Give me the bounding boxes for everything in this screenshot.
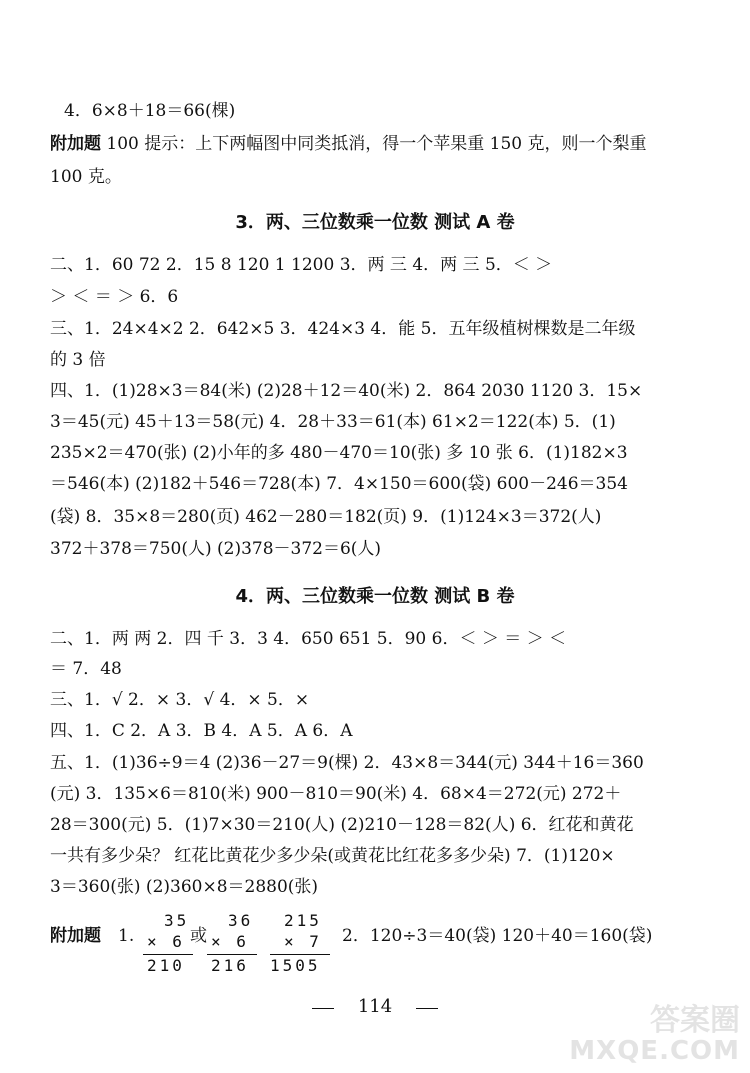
answer-line: 4．6×8＋18＝66(棵) <box>64 101 236 121</box>
answer-line: ＞ ＜ ＝ ＞ 6．6 <box>50 287 179 307</box>
bonus-q2: 2．120÷3＝40(袋) 120＋40＝160(袋) <box>342 926 653 946</box>
product: 1505 <box>270 956 321 975</box>
answer-line: 3＝45(元) 45＋13＝58(元) 4．28＋33＝61(本) 61×2＝122(本) 5．(1) <box>50 412 616 432</box>
answer-line: 三、1．√ 2．× 3．√ 4．× 5．× <box>50 690 310 710</box>
product: 210 <box>147 956 185 975</box>
bonus-q1-number: 1. <box>118 926 135 946</box>
answer-line: ＝ 7．48 <box>50 659 122 679</box>
multiplicand: 36 <box>228 911 254 930</box>
section-title-b: 4．两、三位数乘一位数 测试 B 卷 <box>235 586 515 607</box>
product: 216 <box>211 956 249 975</box>
watermark <box>569 1005 740 1065</box>
multiplicand: 35 <box>164 911 190 930</box>
answer-line: 四、1．(1)28×3＝84(米) (2)28＋12＝40(米) 2．864 2030 1120 3．15× <box>50 381 643 401</box>
answer-line: (袋) 8．35×8＝280(页) 462－280＝182(页) 9．(1)124×3＝372(人) <box>50 507 602 527</box>
page-number-dash <box>416 1008 438 1009</box>
or-text: 或 <box>190 926 207 946</box>
answer-line: ＝546(本) (2)182＋546＝728(本) 7．4×150＝600(袋) 600－246＝354 <box>50 474 628 494</box>
page-number: 114 <box>357 996 393 1017</box>
bonus-text: 100 提示：上下两幅图中同类抵消，得一个苹果重 150 克，则一个梨重 <box>101 134 647 154</box>
bonus-label-b: 附加题 <box>50 926 101 946</box>
answer-line: 五、1．(1)36÷9＝4 (2)36－27＝9(棵) 2．43×8＝344(元) 344＋16＝360 <box>50 753 644 773</box>
answer-line: 三、1．24×4×2 2．642×5 3．424×3 4．能 5．五年级植树棵数是二年级 <box>50 319 636 339</box>
multiplier: × 6 <box>211 932 249 951</box>
answer-line: 二、1．两 两 2．四 千 3．3 4．650 651 5．90 6．＜ ＞ ＝ ＞ ＜ <box>50 629 567 649</box>
section-title-a: 3．两、三位数乘一位数 测试 A 卷 <box>235 212 515 233</box>
multiplicand: 215 <box>284 911 322 930</box>
answer-line: (元) 3．135×6＝810(米) 900－810＝90(米) 4．68×4＝272(元) 272＋ <box>50 784 622 804</box>
multiplier: × 6 <box>147 932 185 951</box>
answer-line: 28＝300(元) 5．(1)7×30＝210(人) (2)210－128＝82(人) 6．红花和黄花 <box>50 815 634 835</box>
answer-line: 100 克。 <box>50 167 122 187</box>
divider-line <box>143 954 193 955</box>
answer-line: 一共有多少朵？ 红花比黄花少多少朵(或黄花比红花多多少朵) 7．(1)120× <box>50 846 615 866</box>
watermark-url: MXQE.COM <box>569 1036 740 1066</box>
multiplier: × 7 <box>284 932 322 951</box>
bonus-label: 附加题 <box>50 134 101 154</box>
answer-line: 四、1．C 2．A 3．B 4．A 5．A 6．A <box>50 721 353 741</box>
answer-line: 3＝360(张) (2)360×8＝2880(张) <box>50 877 319 897</box>
divider-line <box>270 954 330 955</box>
bonus-line <box>50 133 647 155</box>
watermark-logo-text: 答案圈 <box>650 1003 740 1038</box>
answer-line: 二、1．60 72 2．15 8 120 1 1200 3．两 三 4．两 三 5．＜ ＞ <box>50 255 553 275</box>
divider-line <box>207 954 257 955</box>
answer-line: 235×2＝470(张) (2)小年的多 480－470＝10(张) 多 10 张 6．(1)182×3 <box>50 443 628 463</box>
answer-line: 的 3 倍 <box>50 350 106 370</box>
answer-line: 372＋378＝750(人) (2)378－372＝6(人) <box>50 539 382 559</box>
